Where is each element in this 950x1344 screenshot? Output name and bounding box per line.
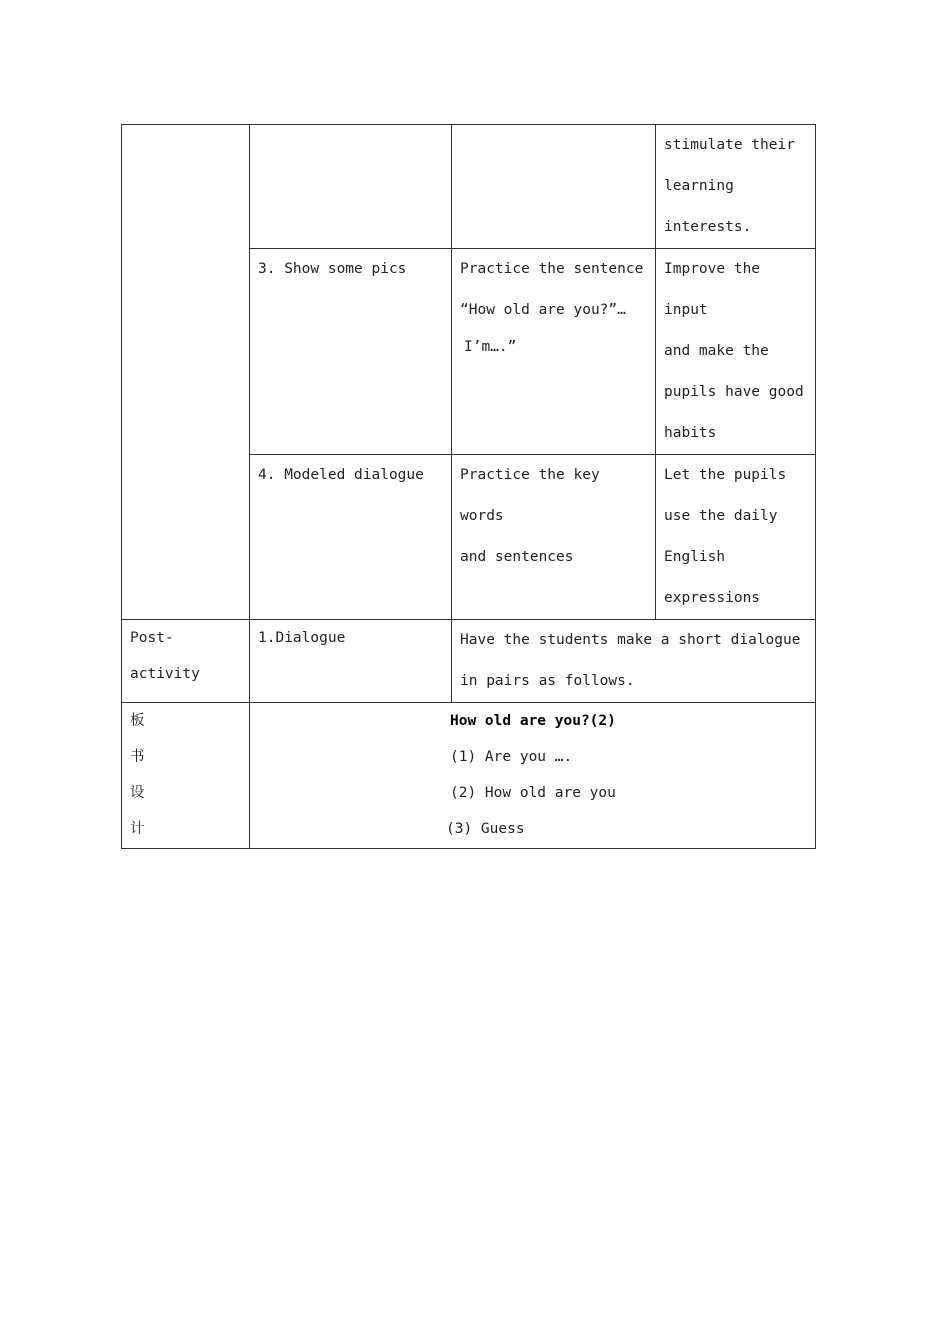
board-title: How old are you?(2) (450, 713, 616, 729)
purpose-cell: Let the pupils use the daily English expressions (656, 455, 816, 620)
activity-line: Practice the sentence (460, 261, 644, 277)
stage-cell (122, 125, 250, 620)
table-row (122, 620, 816, 703)
board-design-content (250, 703, 816, 849)
step-cell: 1.Dialogue (250, 620, 452, 703)
table-row (122, 125, 816, 249)
stage-cell: Post- activity (122, 620, 250, 703)
board-item: (2) How old are you (450, 785, 616, 801)
lesson-plan-table (121, 124, 816, 849)
board-item: (1) Are you …. (450, 749, 573, 765)
activity-cell (452, 249, 656, 455)
activity-line: I’m….” (464, 339, 517, 355)
activity-line: “How old are you?”… (460, 302, 626, 318)
board-design-label: 板 书 设 计 (122, 703, 250, 849)
board-item: (3) Guess (446, 821, 525, 837)
activity-cell: Practice the key words and sentences (452, 455, 656, 620)
activity-cell: Have the students make a short dialogue in pairs as follows. (452, 620, 816, 703)
step-cell: 3. Show some pics (250, 249, 452, 455)
purpose-cell: stimulate their learning interests. (656, 125, 816, 249)
table-row (122, 703, 816, 849)
purpose-cell: Improve the input and make the pupils have good habits (656, 249, 816, 455)
step-cell (250, 125, 452, 249)
activity-cell (452, 125, 656, 249)
step-cell: 4. Modeled dialogue (250, 455, 452, 620)
